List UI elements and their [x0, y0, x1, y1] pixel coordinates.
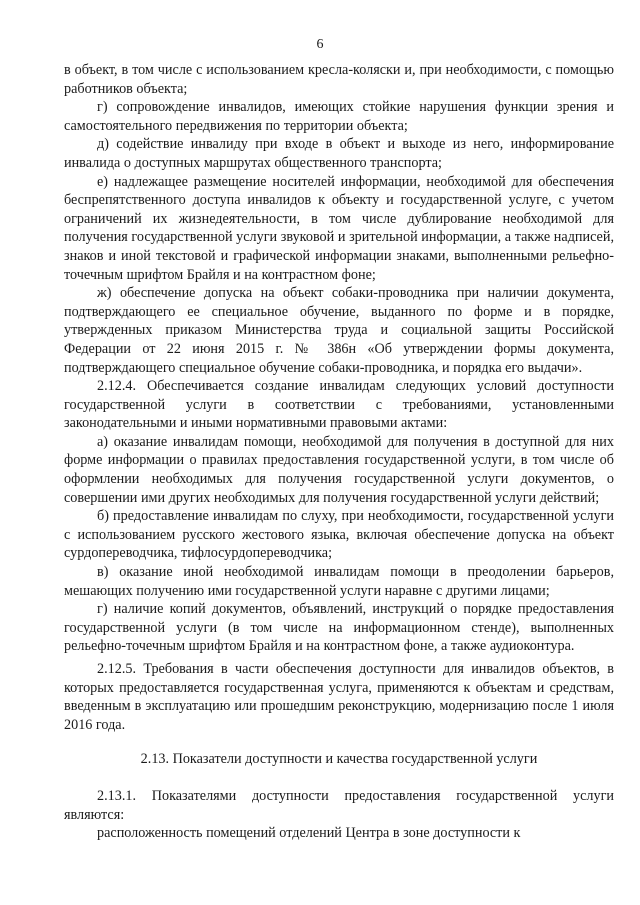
paragraph-item-a: а) оказание инвалидам помощи, необходимой для получения в доступной для них форме информации о правилах предоставления государственной услуги, в том числе об оформлении необходимых для получения государственной услуги документов, о совершении ими других необходимых для получения государственной услуги действий;: [64, 433, 614, 506]
page-number: 6: [316, 37, 324, 52]
paragraph-item-g-2: г) наличие копий документов, объявлений, инструкций о порядке предоставления государственной услуги (в том числе на информационном стенде), выполненных рельефно-точечным шрифтом Брайля и на контрастном фоне, а также аудиоконтура.: [64, 601, 614, 655]
document-body: [64, 61, 614, 843]
paragraph-continuation: в объект, в том числе с использованием кресла-коляски и, при необходимости, с помощью работников объекта;: [64, 62, 614, 97]
paragraph-item-d: д) содействие инвалиду при входе в объект и выходе из него, информирование инвалида о доступных маршрутах общественного транспорта;: [64, 136, 614, 171]
paragraph-item-zh: ж) обеспечение допуска на объект собаки-проводника при наличии документа, подтверждающего ее специальное обучение, выданного по форме и в порядке, утвержденных приказом Министерства труда и социальной защиты Российской Федерации от 22 июня 2015 г. № 386н «Об утверждении формы документа, подтверждающего специальное обучение собаки-проводника, и порядка его выдачи».: [64, 285, 614, 376]
paragraph-accessibility-location: расположенность помещений отделений Центра в зоне доступности к: [97, 825, 521, 842]
section-heading: 2.13. Показатели доступности и качества государственной услуги: [140, 751, 538, 768]
paragraph-2-13-1: 2.13.1. Показателями доступности предоставления государственной услуги являются:: [64, 787, 614, 823]
paragraph-item-b: б) предоставление инвалидам по слуху, при необходимости, государственной услуги с использованием русского жестового языка, включая обеспечение допуска на объект сурдопереводчика, тифлосурдопереводчика;: [64, 508, 614, 562]
paragraph-item-v: в) оказание иной необходимой инвалидам помощи в преодолении барьеров, мешающих получению ими государственной услуги наравне с другими лицами;: [64, 564, 614, 599]
paragraph-item-g: г) сопровождение инвалидов, имеющих стойкие нарушения функции зрения и самостоятельного передвижения по территории объекта;: [64, 99, 614, 134]
paragraph-2-12-5: 2.12.5. Требования в части обеспечения доступности для инвалидов объектов, в которых предоставляется государственная услуга, применяются к объектам и средствам, введенным в эксплуатацию или прошедшим реконструкцию, модернизацию после 1 июля 2016 года.: [64, 661, 614, 733]
paragraph-item-e: е) надлежащее размещение носителей информации, необходимой для обеспечения беспрепятственного доступа инвалидов к объекту и государственной услуге, с учетом ограничений их жизнедеятельности, в том числе дублирование необходимой для получения государственной услуги звуковой и зрительной информации, а также надписей, знаков и иной текстовой и графической информации знаками, выполненными рельефно-точечным шрифтом Брайля и на контрастном фоне;: [64, 173, 614, 283]
paragraph-2-12-4: 2.12.4. Обеспечивается создание инвалидам следующих условий доступности государственной услуги в соответствии с требованиями, установленными законодательными и иными нормативными правовыми актами:: [64, 378, 614, 432]
